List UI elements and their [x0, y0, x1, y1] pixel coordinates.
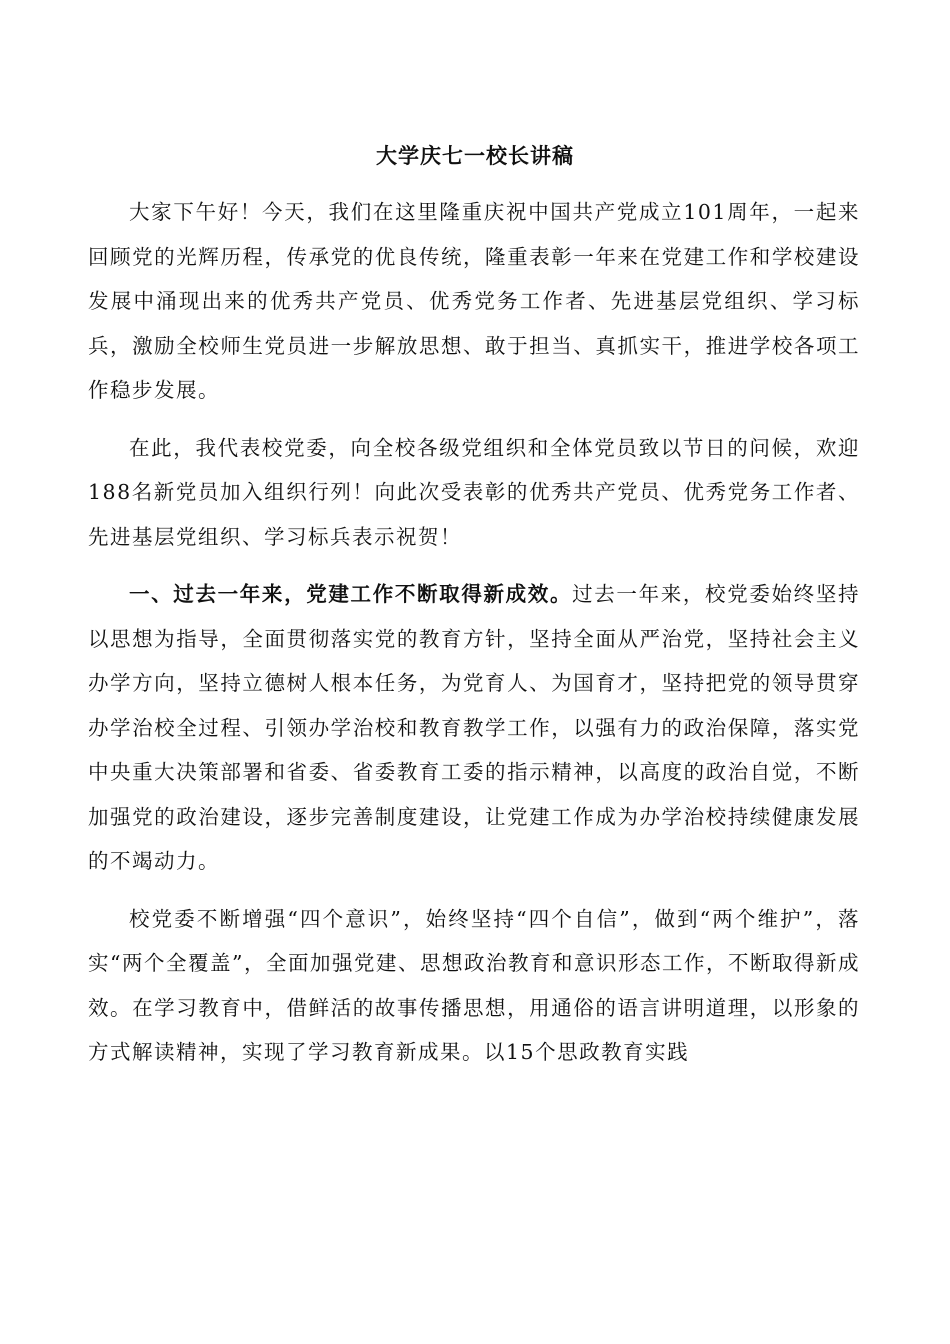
- paragraph-congratulations: [88, 426, 860, 560]
- section-heading: 一、过去一年来，党建工作不断取得新成效。: [129, 582, 573, 606]
- paragraph-text: 大家下午好！今天，我们在这里隆重庆祝中国共产党成立101周年，一起来回顾党的光辉历程，传承党的优良传统，隆重表彰一年来在党建工作和学校建设发展中涌现出来的优秀共产党员、优秀党务工作者、先进基层党组织、学习标兵，激励全校师生党员进一步解放思想、敢于担当、真抓实干，推进学校各项工作稳步发展。: [88, 200, 860, 402]
- paragraph-text: 在此，我代表校党委，向全校各级党组织和全体党员致以节日的问候，欢迎188名新党员加入组织行列！向此次受表彰的优秀共产党员、优秀党务工作者、先进基层党组织、学习标兵表示祝贺！: [88, 435, 860, 549]
- paragraph-section-one: [88, 572, 860, 884]
- document-body: [88, 190, 860, 1075]
- paragraph-party-committee: [88, 897, 860, 1075]
- paragraph-text: 校党委不断增强“四个意识”，始终坚持“四个自信”，做到“两个维护”，落实“两个全覆盖”，全面加强党建、思想政治教育和意识形态工作，不断取得新成效。在学习教育中，借鲜活的故事传播思想，用通俗的语言讲明道理，以形象的方式解读精神，实现了学习教育新成果。以15个思政教育实践: [88, 906, 860, 1064]
- paragraph-greeting: [88, 190, 860, 413]
- paragraph-text: 过去一年来，校党委始终坚持以思想为指导，全面贯彻落实党的教育方针，坚持全面从严治党，坚持社会主义办学方向，坚持立德树人根本任务，为党育人、为国育才，坚持把党的领导贯穿办学治校全过程、引领办学治校和教育教学工作，以强有力的政治保障，落实党中央重大决策部署和省委、省委教育工委的指示精神，以高度的政治自觉，不断加强党的政治建设，逐步完善制度建设，让党建工作成为办学治校持续健康发展的不竭动力。: [88, 582, 860, 873]
- document-title: 大学庆七一校长讲稿: [376, 143, 574, 168]
